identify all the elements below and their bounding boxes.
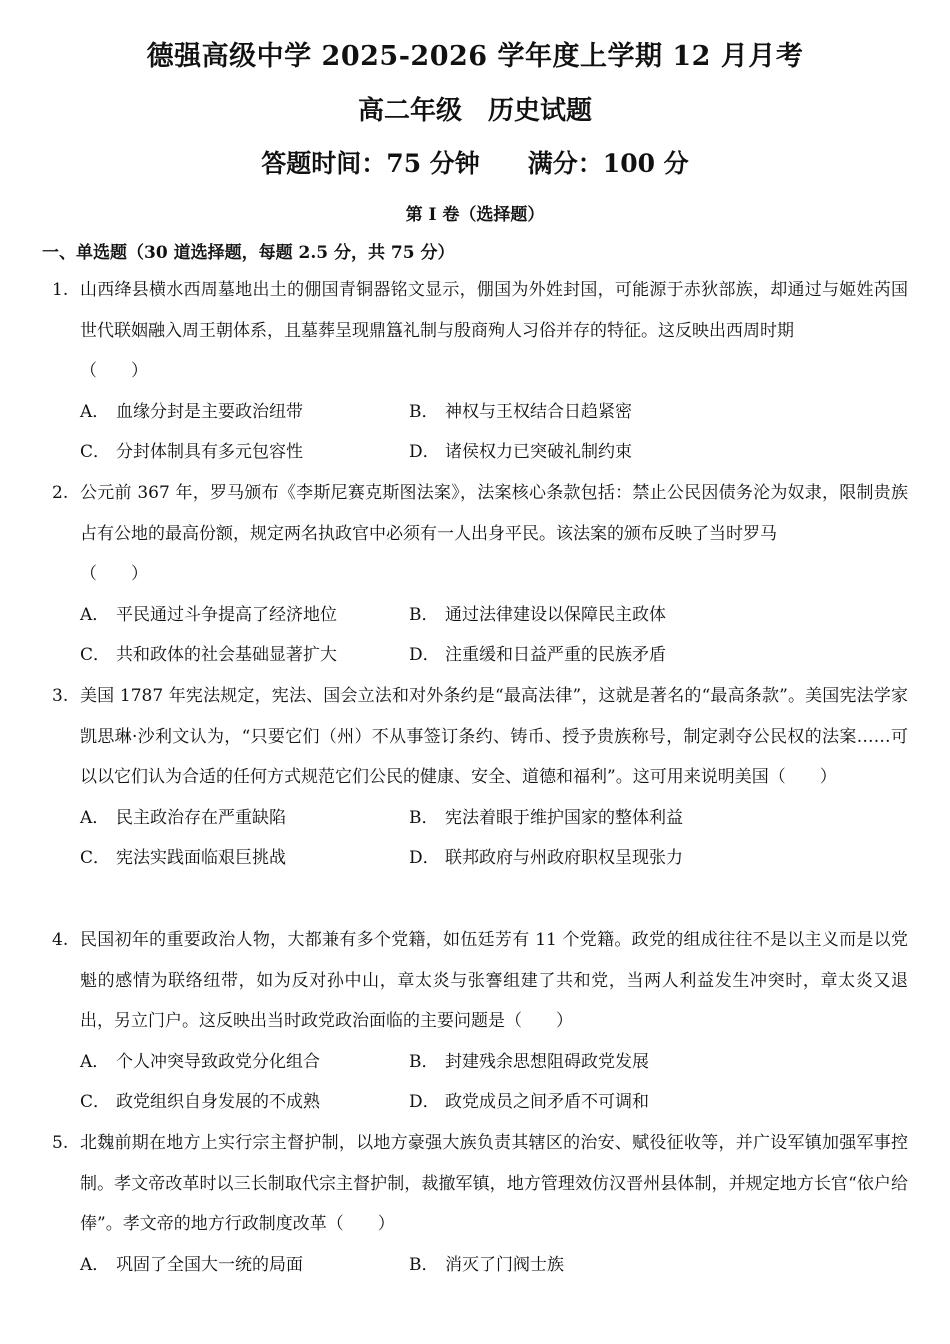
question-stem: 美国 1787 年宪法规定，宪法、国会立法和对外条约是“最高法律”，这就是著名的“最高条款”。美国宪法学家凯思琳·沙利文认为，“只要它们（州）不从事签订条约、铸币、授予贵族称号，制定剥夺公民权的法案……可以以它们认为合适的任何方式规范它们公民的健康、安全、道德和福利”。这可用来说明美国（ ） (80, 686, 908, 787)
question-4 (52, 920, 908, 1123)
option-a[interactable]: A． 个人冲突导致政党分化组合 (80, 1051, 320, 1072)
options-row (80, 1042, 908, 1083)
option-c[interactable]: C． 宪法实践面临艰巨挑战 (80, 848, 286, 868)
question-3 (52, 676, 908, 879)
question-number: 2. (52, 483, 69, 503)
option-a[interactable]: A． 民主政治存在严重缺陷 (80, 807, 286, 828)
question-5 (52, 1123, 908, 1285)
option-d[interactable]: D． 政党成员之间矛盾不可调和 (409, 1092, 649, 1112)
question-1 (52, 270, 908, 473)
option-a[interactable]: A． 平民通过斗争提高了经济地位 (80, 604, 337, 625)
options-row (80, 432, 908, 473)
option-b[interactable]: B． 宪法着眼于维护国家的整体利益 (409, 807, 683, 828)
options-row (80, 1082, 908, 1123)
question-number: 3. (52, 686, 69, 706)
answer-blank: （ ） (80, 361, 148, 381)
grade-label: 高二年级 (357, 96, 462, 126)
option-d[interactable]: D． 联邦政府与州政府职权呈现张力 (409, 848, 683, 868)
score-label: 满分：100 分 (527, 149, 689, 178)
options-row (80, 635, 908, 676)
question-stem: 北魏前期在地方上实行宗主督护制，以地方豪强大族负责其辖区的治安、赋役征收等，并广设军镇加强军事控制。孝文帝改革时以三长制取代宗主督护制，裁撤军镇，地方管理效仿汉晋州县体制，并规定地方长官“依户给俸”。孝文帝的地方行政制度改革（ ） (80, 1133, 908, 1234)
question-stem: 山西绛县横水西周墓地出土的倗国青铜器铭文显示，倗国为外姓封国，可能源于赤狄部族，却通过与姬姓芮国世代联姻融入周王朝体系，且墓葬呈现鼎簋礼制与殷商殉人习俗并存的特征。这反映出西周时期 （ ） (80, 270, 908, 392)
section-heading: 一、单选题（30 道选择题，每题 2.5 分，共 75 分） (42, 243, 455, 263)
options-row (80, 392, 908, 433)
options-row (80, 1245, 908, 1286)
exam-subtitle (0, 90, 950, 127)
answer-blank: （ ） (80, 564, 148, 584)
option-d[interactable]: D． 注重缓和日益严重的民族矛盾 (409, 645, 666, 665)
options-row (80, 595, 908, 636)
options-row (80, 838, 908, 879)
option-d[interactable]: D． 诸侯权力已突破礼制约束 (409, 442, 632, 462)
option-b[interactable]: B． 封建残余思想阻碍政党发展 (409, 1051, 649, 1072)
option-b[interactable]: B． 通过法律建设以保障民主政体 (409, 604, 666, 625)
options-row (80, 798, 908, 839)
option-b[interactable]: B． 神权与王权结合日趋紧密 (409, 401, 632, 422)
question-stem: 公元前 367 年，罗马颁布《李斯尼赛克斯图法案》，法案核心条款包括：禁止公民因债务沦为奴隶，限制贵族占有公地的最高份额，规定两名执政官中必须有一人出身平民。该法案的颁布反映了当时罗马 （ ） (80, 473, 908, 595)
option-c[interactable]: C． 共和政体的社会基础显著扩大 (80, 645, 337, 665)
subject-label: 历史试题 (488, 96, 593, 126)
question-number: 1. (52, 280, 69, 300)
exam-title: 德强高级中学 2025-2026 学年度上学期 12 月月考 (146, 41, 804, 72)
question-stem: 民国初年的重要政治人物，大都兼有多个党籍，如伍廷芳有 11 个党籍。政党的组成往往不是以主义而是以党魁的感情为联络纽带，如为反对孙中山，章太炎与张謇组建了共和党，当两人利益发生冲突时，章太炎又退出，另立门户。这反映出当时政党政治面临的主要问题是（ ） (80, 930, 908, 1031)
question-number: 5. (52, 1133, 69, 1153)
question-number: 4. (52, 930, 69, 950)
question-2 (52, 473, 908, 676)
exam-info (0, 144, 950, 180)
option-a[interactable]: A． 血缘分封是主要政治纽带 (80, 401, 303, 422)
option-c[interactable]: C． 政党组织自身发展的不成熟 (80, 1092, 320, 1112)
option-c[interactable]: C． 分封体制具有多元包容性 (80, 442, 303, 462)
volume-label: 第 I 卷（选择题） (405, 205, 545, 225)
time-label: 答题时间：75 分钟 (261, 149, 480, 178)
option-a[interactable]: A． 巩固了全国大一统的局面 (80, 1254, 303, 1275)
option-b[interactable]: B． 消灭了门阀士族 (409, 1254, 564, 1275)
